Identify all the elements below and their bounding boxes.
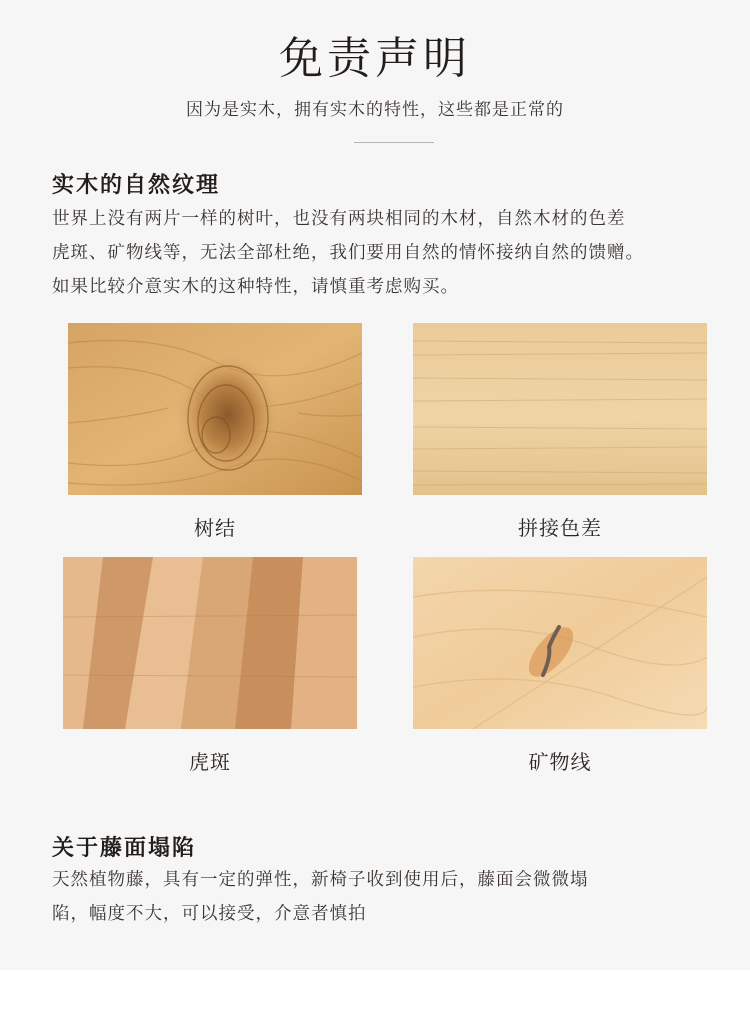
paragraph-line: 天然植物藤，具有一定的弹性，新椅子收到使用后，藤面会微微塌 [52,870,589,890]
tiger-stripe-photo [63,557,357,729]
section-heading-rattan: 关于藤面塌陷 [52,836,197,861]
splice-color-photo [413,323,707,495]
rattan-description [52,863,722,931]
wood-knot-photo [68,323,362,495]
paragraph-line: 虎斑、矿物线等，无法全部杜绝，我们要用自然的情怀接纳自然的馈赠。 [52,243,644,263]
page-subtitle: 因为是实木，拥有实木的特性，这些都是正常的 [186,100,564,120]
paragraph-line: 陷，幅度不大，可以接受，介意者慎拍 [52,904,367,924]
wood-grain-description [52,202,722,304]
paragraph-line: 如果比较介意实木的这种特性，请慎重考虑购买。 [52,277,459,297]
section-heading-wood-grain: 实木的自然纹理 [52,173,221,198]
caption-splice-color: 拼接色差 [518,516,602,540]
caption-mineral-line: 矿物线 [528,750,592,774]
paragraph-line: 世界上没有两片一样的树叶，也没有两块相同的木材，自然木材的色差 [52,209,626,229]
caption-tiger-stripe: 虎斑 [189,750,231,774]
title-divider [354,142,434,143]
caption-wood-knot: 树结 [194,516,236,540]
page-title: 免责声明 [279,33,471,84]
mineral-line-photo [413,557,707,729]
